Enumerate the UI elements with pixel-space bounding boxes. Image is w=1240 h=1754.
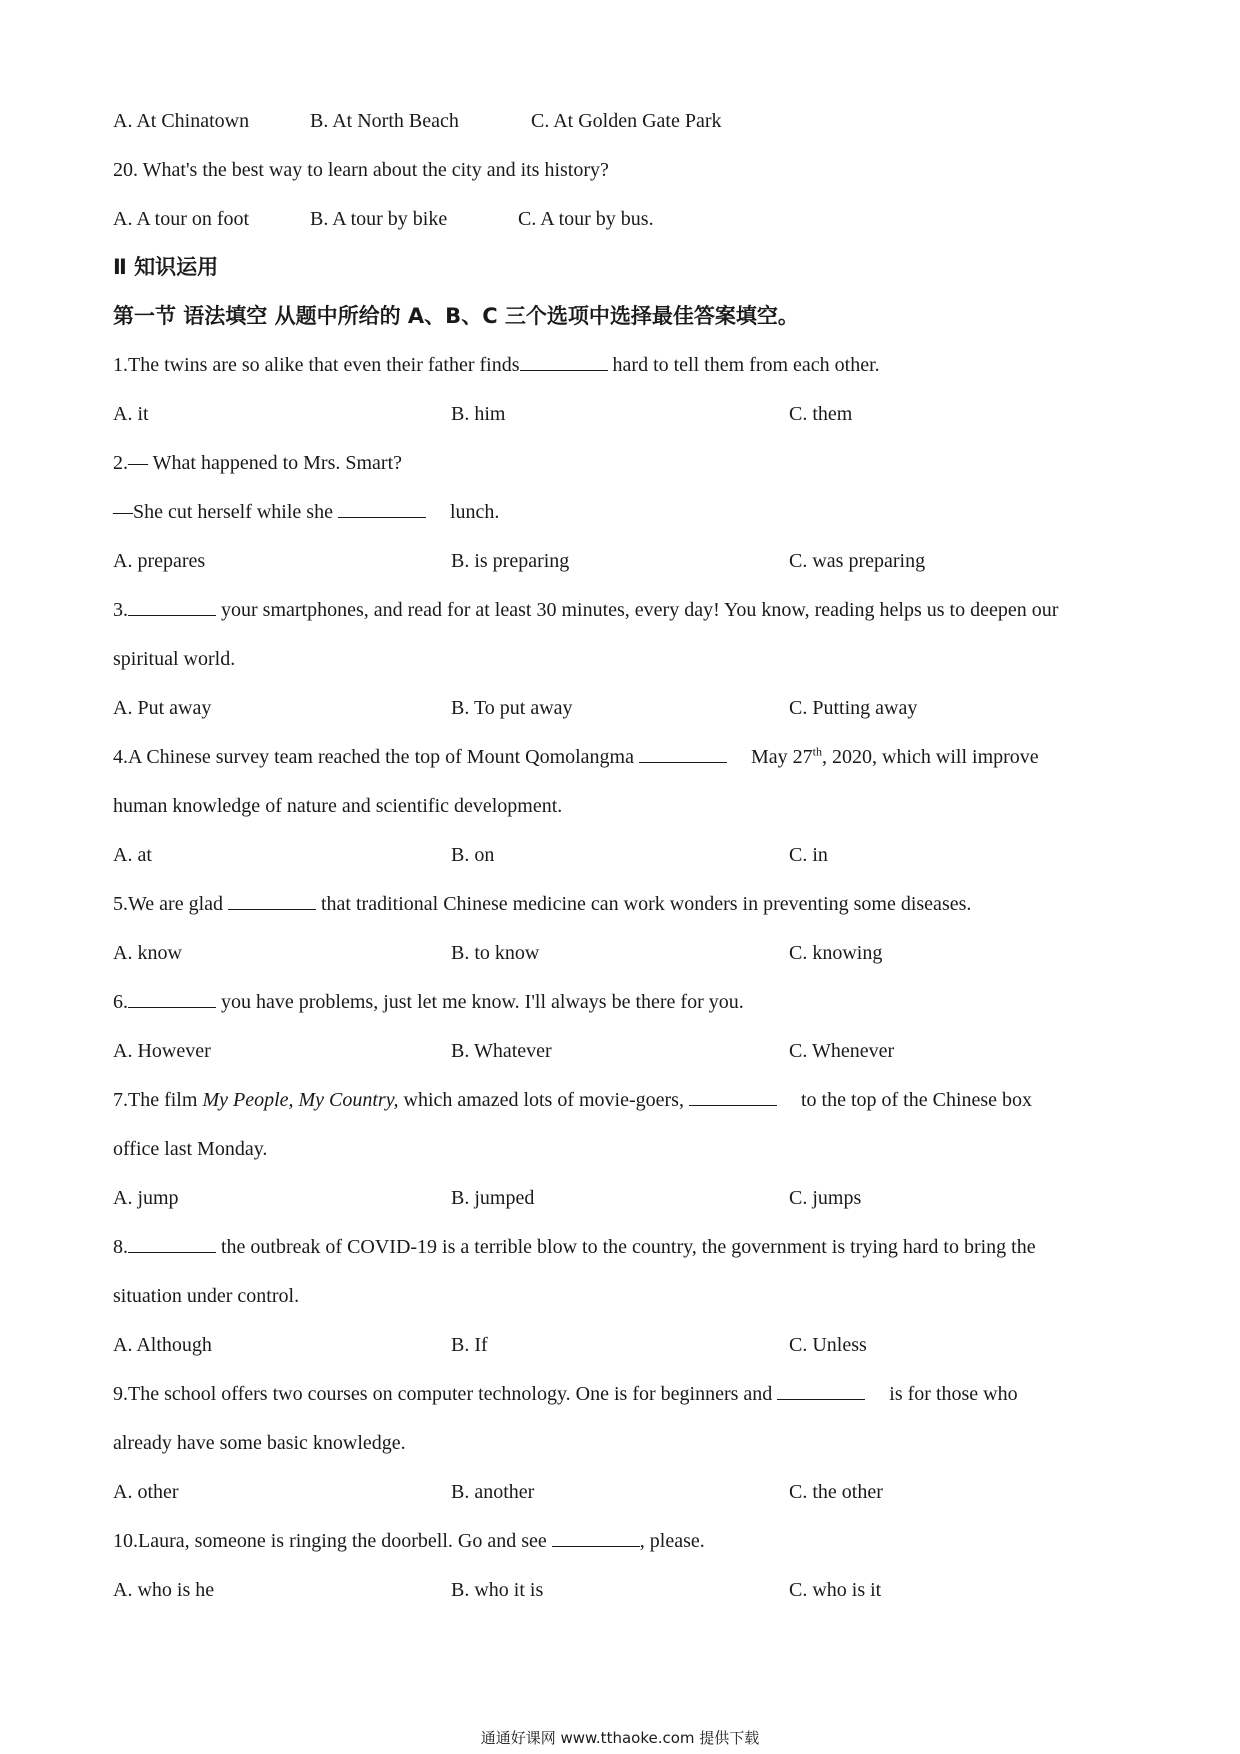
q10-text-post: , please. xyxy=(639,1530,705,1552)
q3-question xyxy=(113,597,1058,623)
q7-question xyxy=(113,1087,1032,1113)
q6-option-b: B. Whatever xyxy=(451,1040,552,1062)
q4-text-pre: 4.A Chinese survey team reached the top of Mount Qomolangma xyxy=(113,746,639,768)
q8-option-a: A. Although xyxy=(113,1334,212,1356)
q5-text-post: that traditional Chinese medicine can work wonders in preventing some diseases. xyxy=(316,893,972,915)
q10-option-c: C. who is it xyxy=(789,1579,882,1601)
q1-text-pre: 1.The twins are so alike that even their father finds xyxy=(113,354,520,376)
q4-option-c: C. in xyxy=(789,844,828,866)
q9-question xyxy=(113,1381,1018,1407)
q5-option-a: A. know xyxy=(113,942,182,964)
q2-option-a: A. prepares xyxy=(113,550,206,572)
q10-text-pre: 10.Laura, someone is ringing the doorbell. Go and see xyxy=(113,1530,552,1552)
q1-text-post: hard to tell them from each other. xyxy=(607,354,880,376)
q4-option-b: B. on xyxy=(451,844,495,866)
q4-question-line2: human knowledge of nature and scientific development. xyxy=(113,795,563,817)
q4-options xyxy=(113,842,1133,868)
q10-question xyxy=(113,1528,705,1554)
q6-text-pre: 6. xyxy=(113,991,128,1013)
q2-text-pre: —She cut herself while she xyxy=(113,501,338,523)
q3-question-line2: spiritual world. xyxy=(113,648,236,670)
q5-question xyxy=(113,891,971,917)
q7-option-b: B. jumped xyxy=(451,1187,535,1209)
q7-question-line2: office last Monday. xyxy=(113,1138,268,1160)
q20-option-b: B. A tour by bike xyxy=(310,208,448,230)
q9-option-c: C. the other xyxy=(789,1481,883,1503)
q3-blank xyxy=(128,597,216,616)
q7-options xyxy=(113,1185,1133,1211)
q1-option-c: C. them xyxy=(789,403,853,425)
q20-options xyxy=(113,206,1133,232)
q6-option-c: C. Whenever xyxy=(789,1040,895,1062)
q8-question xyxy=(113,1234,1036,1260)
q19-option-a: A. At Chinatown xyxy=(113,110,250,132)
q8-question-line2: situation under control. xyxy=(113,1285,300,1307)
q1-option-b: B. him xyxy=(451,403,506,425)
q10-option-b: B. who it is xyxy=(451,1579,544,1601)
q4-text-post: , 2020, which will improve xyxy=(822,746,1039,768)
q20-option-c: C. A tour by bus. xyxy=(518,208,654,230)
q6-options xyxy=(113,1038,1133,1064)
q2-option-c: C. was preparing xyxy=(789,550,926,572)
page-footer: 通通好课网 www.tthaoke.com 提供下载 xyxy=(480,1729,760,1747)
q5-text-pre: 5.We are glad xyxy=(113,893,228,915)
q5-blank xyxy=(228,891,316,910)
q2-options xyxy=(113,548,1133,574)
q1-option-a: A. it xyxy=(113,403,149,425)
q7-text-mid: which amazed lots of movie-goers, xyxy=(398,1089,689,1111)
q7-text-pre: 7.The film xyxy=(113,1089,203,1111)
q9-question-line2: already have some basic knowledge. xyxy=(113,1432,406,1454)
q3-option-a: A. Put away xyxy=(113,697,212,719)
q8-option-c: C. Unless xyxy=(789,1334,867,1356)
q1-blank xyxy=(520,352,608,371)
q7-option-c: C. jumps xyxy=(789,1187,862,1209)
q10-option-a: A. who is he xyxy=(113,1579,215,1601)
q4-option-a: A. at xyxy=(113,844,152,866)
q19-options xyxy=(113,108,1133,134)
q2-blank xyxy=(338,499,426,518)
q20-option-a: A. A tour on foot xyxy=(113,208,250,230)
q7-blank xyxy=(689,1087,777,1106)
q7-film-title: My People, My Country, xyxy=(202,1089,399,1111)
q3-options xyxy=(113,695,1133,721)
q2-question: 2.— What happened to Mrs. Smart? xyxy=(113,452,403,474)
q6-blank xyxy=(128,989,216,1008)
q5-options xyxy=(113,940,1133,966)
q2-text-post: lunch. xyxy=(449,501,500,523)
q1-options xyxy=(113,401,1133,427)
q5-option-c: C. knowing xyxy=(789,942,883,964)
q9-text-pre: 9.The school offers two courses on computer technology. One is for beginners and xyxy=(113,1383,778,1405)
q20-question: 20. What's the best way to learn about the city and its history? xyxy=(113,159,609,181)
q6-text-post: you have problems, just let me know. I'll always be there for you. xyxy=(216,991,744,1013)
q5-option-b: B. to know xyxy=(451,942,540,964)
q1-question xyxy=(113,352,880,378)
q8-text-post: the outbreak of COVID-19 is a terrible blow to the country, the government is trying hard to bring the xyxy=(216,1236,1036,1258)
q9-blank xyxy=(777,1381,865,1400)
section-title: Ⅱ 知识运用 xyxy=(113,255,219,279)
q19-option-c: C. At Golden Gate Park xyxy=(531,110,722,132)
q3-text-post: your smartphones, and read for at least 30 minutes, every day! You know, reading helps us to deepen our xyxy=(216,599,1059,621)
q9-option-a: A. other xyxy=(113,1481,179,1503)
q9-text-post: is for those who xyxy=(889,1383,1018,1405)
q9-option-b: B. another xyxy=(451,1481,535,1503)
q10-options xyxy=(113,1577,1133,1603)
q4-date: May 27 xyxy=(751,746,813,768)
q6-question xyxy=(113,989,744,1015)
q3-text-pre: 3. xyxy=(113,599,128,621)
q8-text-pre: 8. xyxy=(113,1236,128,1258)
q6-option-a: A. However xyxy=(113,1040,211,1062)
q2-answer-line xyxy=(113,499,499,525)
q7-option-a: A. jump xyxy=(113,1187,179,1209)
q3-option-c: C. Putting away xyxy=(789,697,918,719)
q8-option-b: B. If xyxy=(451,1334,488,1356)
q3-option-b: B. To put away xyxy=(451,697,573,719)
q8-options xyxy=(113,1332,1133,1358)
section-subtitle: 第一节 语法填空 从题中所给的 A、B、C 三个选项中选择最佳答案填空。 xyxy=(113,304,799,328)
q8-blank xyxy=(128,1234,216,1253)
q10-blank xyxy=(552,1528,640,1547)
q19-option-b: B. At North Beach xyxy=(310,110,459,132)
q7-text-post: to the top of the Chinese box xyxy=(800,1089,1033,1111)
q2-option-b: B. is preparing xyxy=(451,550,570,572)
q4-date-suffix: th xyxy=(812,744,823,759)
q4-question xyxy=(113,744,1039,770)
q4-blank xyxy=(639,744,727,763)
q9-options xyxy=(113,1479,1133,1505)
